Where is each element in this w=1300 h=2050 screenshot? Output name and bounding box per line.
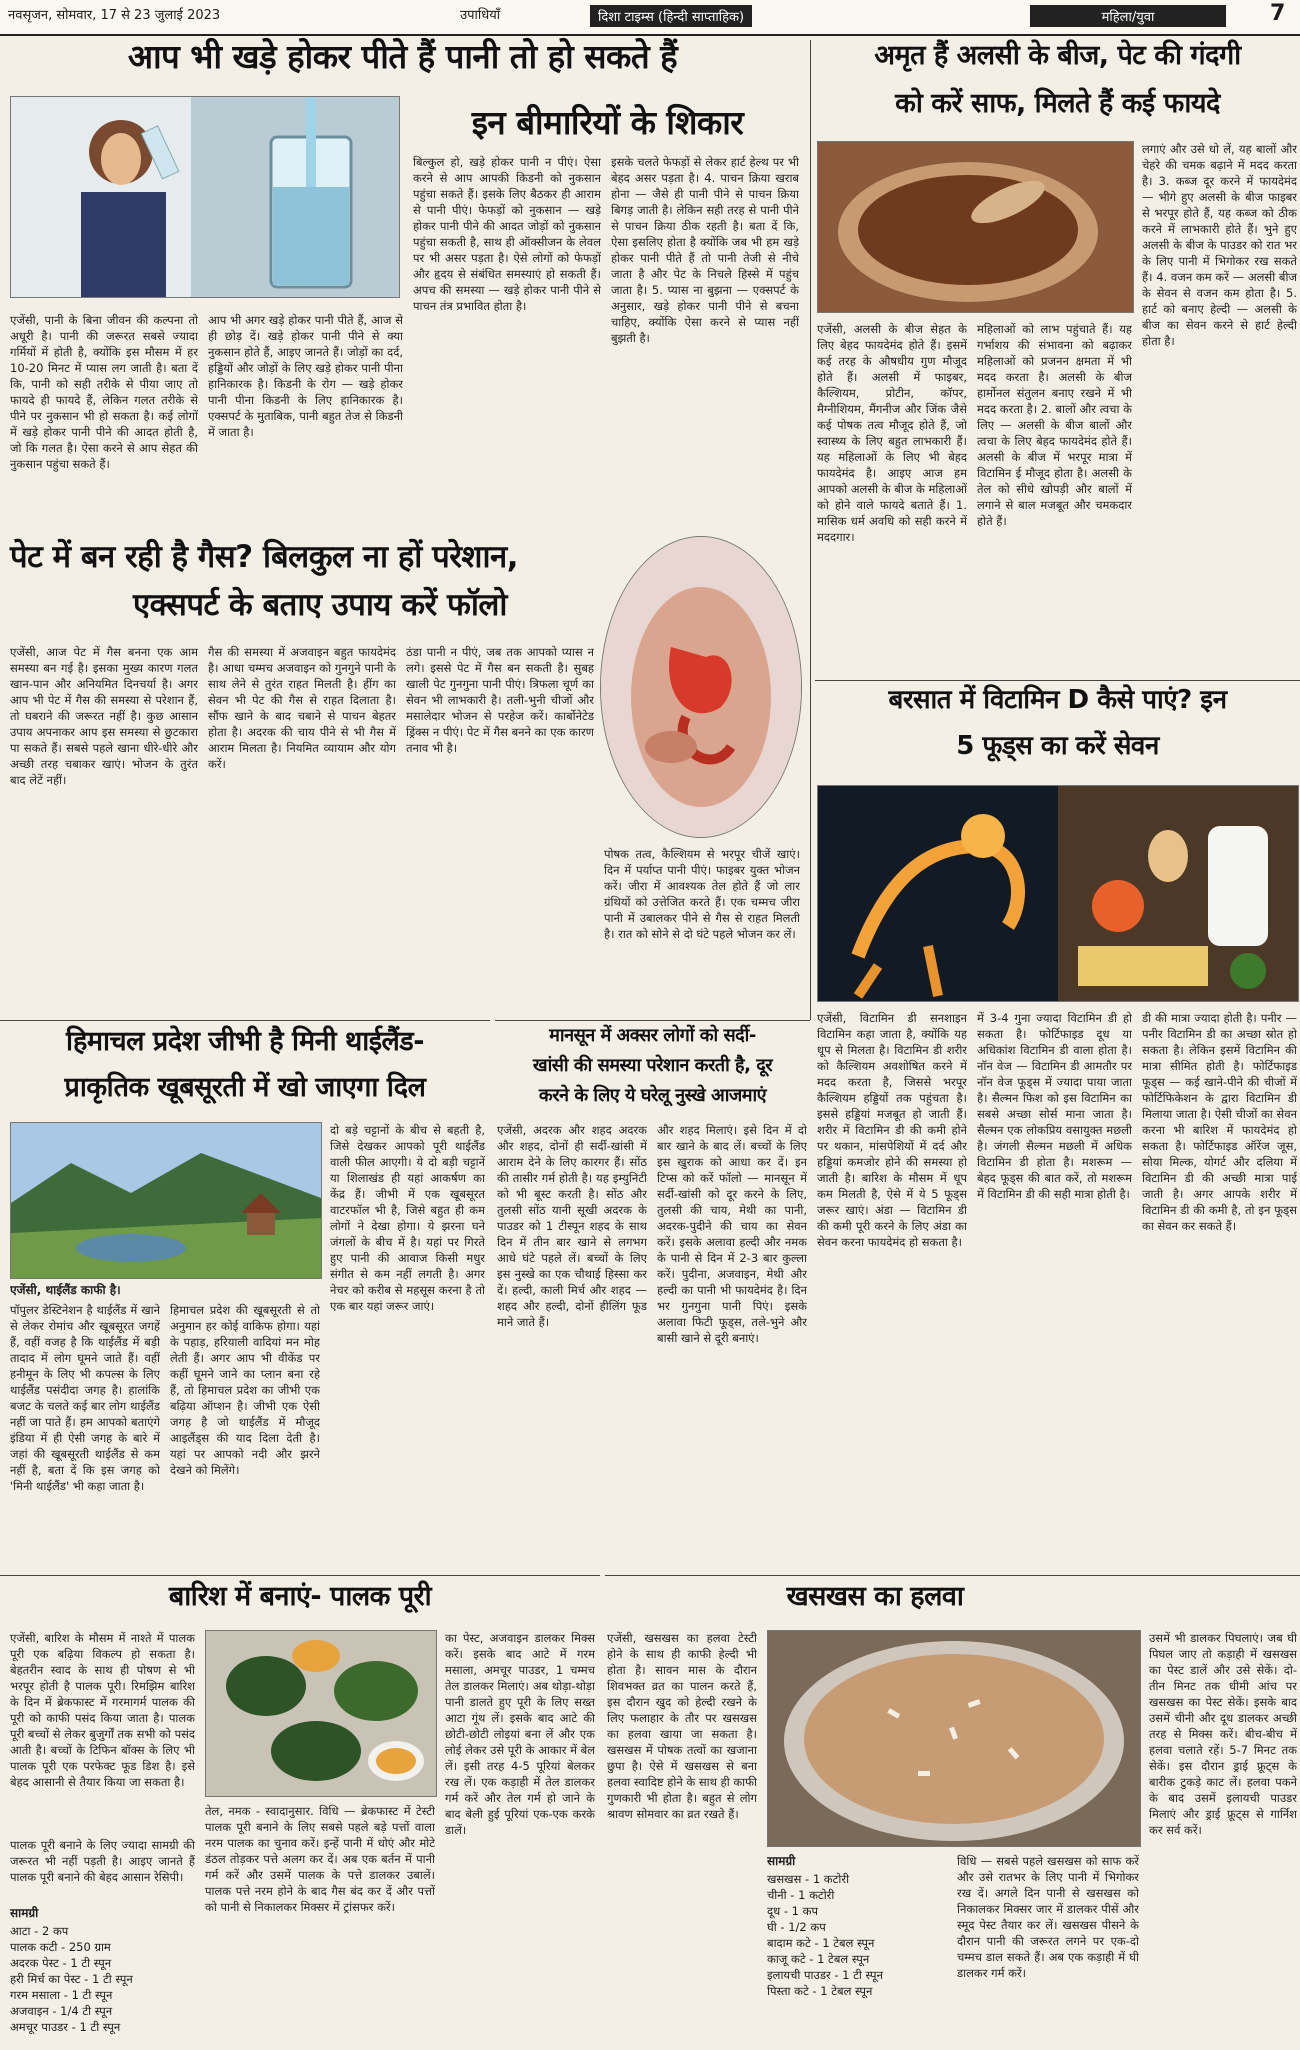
column-divider xyxy=(810,40,811,1020)
photo-flax-seeds xyxy=(817,141,1134,313)
ingredient-item: काजू कटे - 1 टेबल स्पून xyxy=(767,1952,870,1966)
article-jibhi-col-3: दो बड़े चट्टानों के बीच से बहती है, जिसे देखकर आपको पूरी थाईलैंड वाली फील आएगी। ये दो बड़ी चट्टानें या शिलाखंड ही यहां आकर्षण का केंद्र हैं। जीभी में एक खूबसूरत वाटरफॉल भी है, जिसे बहुत ही कम लोगों ने देखा होगा। ये झरना घने जंगलों के बीच में है। यहां पर गिरते हुए पानी की आवाज किसी मधुर संगीत से कम नहीं लगती है। अगर नेचर को करीब से महसूस करना है तो एक बार यहां जरूर जाएं। xyxy=(330,1123,485,1313)
article-jibhi-caption: एजेंसी, थाईलैंड काफी है। xyxy=(10,1283,121,1297)
ingredient-item: अमचूर पाउडर - 1 टी स्पून xyxy=(10,2020,121,2034)
ingredient-item: घी - 1/2 कप xyxy=(767,1920,826,1934)
ingredient-item: इलायची पाउडर - 1 टी स्पून xyxy=(767,1968,883,1982)
ingredient-item: अदरक पेस्ट - 1 टी स्पून xyxy=(10,1956,112,1970)
divider xyxy=(0,1020,490,1021)
article-jibhi-himachal xyxy=(0,1020,490,1575)
ingredient-item: खसखस - 1 कटोरी xyxy=(767,1872,850,1886)
ingredient-item: अजवाइन - 1/4 टी स्पून xyxy=(10,2004,113,2018)
photo-woman-drinking xyxy=(10,96,400,298)
article-vitamin-d-col-1: एजेंसी, विटामिन डी सनशाइन विटामिन कहा जाता है, क्योंकि यह धूप से मिलता है। विटामिन डी शरीर को कैल्शियम अवशोषित करने में मदद करता है, जिससे भरपूर कैल्शियम हड्डियों तक पहुंचता है। इससे हड्डियां मजबूत हो जाती हैं। शरीर में विटामिन डी की कमी होने पर थकान, मांसपेशियों में दर्द और हड्डियां कमजोर होने की समस्या हो जाती है। बारिश के मौसम में धूप कम मिलती है, ऐसे में ये 5 फूड्स जरूर खाएं। अंडा — विटामिन डी की कमी पूरी करने के लिए अंडा का सेवन करना फायदेमंद हो सकता है। xyxy=(817,1011,967,1249)
vitamin-d-illustration xyxy=(818,786,1298,1001)
article-jibhi-col-1: पॉपुलर डेस्टिनेशन है थाईलैंड में खाने से लेकर रोमांच और खूबसूरत जगहें हैं, वहीं वजह है कि थाईलैंड में बड़ी तादाद में लोग घूमने जाते हैं। वहीं हनीमून के लिए भी कपल्स के लिए थाईलैंड पसंदीदा जगह है। हालांकि बजट के चलते कई बार लोग थाईलैंड नहीं जा पाते हैं। हम आपको बताएंगे इंडिया में ही ऐसी जगह के बारे में जहां की खूबसूरती थाईलैंड से कम नहीं है, बता दें कि इस जगह को 'मिनी थाईलैंड' भी कहा जाता है। xyxy=(10,1303,160,1493)
article-monsoon-cold xyxy=(495,1020,810,1575)
article-halwa-col-2: विधि — सबसे पहले खसखस को साफ करें और उसे रातभर के लिए पानी में भिगोकर रख दें। अगले दिन पानी से खसखस को निकालकर मिक्सर जार में डालकर पीसें और स्मूद पेस्ट तैयार कर लें। खसखस पीसने के दौरान पानी की जरूरत लगने पर एक-दो चम्मच डाल सकते हैं। अब एक कड़ाही में घी डालकर गर्म करें। xyxy=(957,1854,1139,1980)
article-flaxseed-col-1: एजेंसी, अलसी के बीज सेहत के लिए बेहद फायदेमंद होते हैं। इसमें कई तरह के औषधीय गुण मौजूद होते हैं। अलसी में फाइबर, कैल्शियम, प्रोटीन, कॉपर, मैग्नीशियम, मैंगनीज और जिंक जैसे कई पोषक तत्व मौजूद होते हैं, जो स्वास्थ्य के लिए बहुत लाभकारी हैं। यह महिलाओं के लिए भी बेहद फायदेमंद है। आइए आज हम आपको अलसी के बीज के महिलाओं को होने वाले फायदे बताते हैं। 1. मासिक धर्म अवधि को सही करने में मददगार। xyxy=(817,322,967,544)
photo-palak-puri xyxy=(205,1630,437,1797)
divider xyxy=(605,1575,1300,1576)
ingredients-list xyxy=(767,1871,947,2041)
stomach-illustration xyxy=(601,537,801,837)
landscape-illustration xyxy=(11,1123,321,1278)
ingredient-item: बादाम कटे - 1 टेबल स्पून xyxy=(767,1936,875,1950)
ingredients-list xyxy=(10,1923,195,2043)
divider xyxy=(495,1020,810,1021)
halwa-bowl xyxy=(768,1631,1140,1846)
article-water xyxy=(0,36,805,536)
drinking-illustration xyxy=(11,97,399,297)
photo-jibhi-landscape xyxy=(10,1122,322,1279)
article-flaxseed-col-2: महिलाओं को लाभ पहुंचाते हैं। यह गर्भाशय की संभावना को बढ़ाकर महिलाओं को प्रजनन क्षमता में भी मदद करता है। अलसी के बीज हार्मोनल संतुलन बनाए रखने में भी मदद करता है। 2. बालों और त्वचा के लिए — अलसी के बीज बालों और त्वचा के लिए बेहद फायदेमंद होते हैं। अलसी के बीज में भरपूर मात्रा में विटामिन ई मौजूद होता है। अलसी के तेल को सीधे खोपड़ी और बालों में लगाने से बाल मजबूत और चमकदार होते हैं। xyxy=(977,322,1132,528)
article-jibhi-col-2: हिमाचल प्रदेश की खूबसूरती से तो अनुमान हर कोई वाकिफ होगा। यहां के पहाड़, हरियाली वादियां मन मोह लेती हैं। अगर आप भी वीकेंड पर कहीं घूमने जाने का प्लान बना रहे हैं, तो हिमाचल प्रदेश का जीभी एक बढ़िया ऑप्शन है। जीभी एक ऐसी जगह है जो थाईलैंड में मौजूद आइलैंड्स की याद दिला देती है। यहां पर आपको नदी और झरने देखने को मिलेंगे। xyxy=(170,1303,320,1477)
article-gas-col-1: एजेंसी, आज पेट में गैस बनना एक आम समस्या बन गई है। इसका मुख्य कारण गलत खान-पान और अनियमित दिनचर्या है। अगर आप भी पेट में गैस की समस्या से परेशान हैं, तो घबराने की जरूरत नहीं है। कुछ आसान उपाय अपनाकर आप इस समस्या से छुटकारा पा सकते हैं। सबसे पहले खाना धीरे-धीरे और अच्छी तरह चबाकर खाएं। भोजन के तुरंत बाद लेटें नहीं। xyxy=(10,645,198,787)
ingredient-item: चीनी - 1 कटोरी xyxy=(767,1888,835,1902)
article-water-col-3: बिल्कुल हो, खड़े होकर पानी न पीएं। ऐसा करने से आप आपकी किडनी को नुकसान पहुंचा सकते हैं। इसके लिए बैठकर ही आराम से पानी पीएं। फेफड़ों को नुकसान — खड़े होकर पानी पीने की आदत जोड़ों को नुकसान पहुंचा सकती है, साथ ही ऑक्सीजन के लेवल पर भी असर पड़ता है। ऐसे लोगों को फेफड़ों और हृदय से संबंधित समस्याएं हो सकती हैं। अपच की समस्या — खड़े होकर पानी पीने से पाचन तंत्र प्रभावित होता है। xyxy=(413,155,601,313)
masthead-strip xyxy=(0,0,1300,36)
article-halwa-col-3: उसमें भी डालकर पिघलाएं। जब घी पिघल जाए तो कड़ाही में खसखस का पेस्ट डालें और उसे सेकें। दो-तीन मिनट तक धीमी आंच पर खसखस का पेस्ट सेकें। इसके बाद उसमें चीनी और दूध डालकर अच्छी तरह से मिक्स करें। बीच-बीच में हलवा चलाते रहें। 5-7 मिनट तक सेकें। इस दौरान ड्राई फ्रूट्स के बारीक टुकड़े काट लें। हलवा पकने के बाद उसमें इलायची पाउडर मिलाएं और ड्राई फ्रूट्स से गार्निश कर सर्व करें। xyxy=(1149,1631,1297,1837)
headline-line-2: खांसी की समस्या परेशान करती है, दूर xyxy=(532,1055,773,1076)
section-tag-mid: उपाधियाँ xyxy=(460,8,501,23)
article-gas xyxy=(0,536,805,1026)
section-name: महिला/युवा xyxy=(1030,5,1226,27)
article-monsoon-col-1: एजेंसी, अदरक और शहद अदरक और शहद, दोनों ही सर्दी-खांसी में आराम देने के लिए कारगर हैं। सोंठ की तासीर गर्म होती है। यह इम्युनिटी को भी बूस्ट करती है। सोंठ और तुलसी सोंठ यानी सूखी अदरक के पाउडर को 1 टीस्पून शहद के साथ दिन में तीन बार खाने से लगभग आधे घंटे पहले लें। बच्चों के लिए इस नुस्खे का एक चौथाई हिस्सा कर दें। हल्दी, काली मिर्च और शहद — शहद और हल्दी, दोनों हीलिंग फूड माने जाते हैं। xyxy=(497,1123,647,1329)
ingredient-item: हरी मिर्च का पेस्ट - 1 टी स्पून xyxy=(10,1972,133,1986)
article-palak-col-3: का पेस्ट, अजवाइन डालकर मिक्स करें। इसके बाद आटे में गरम मसाला, अमचूर पाउडर, 1 चम्मच तेल डालकर मिलाएं। अब थोड़ा-थोड़ा पानी डालते हुए पूरी के लिए सख्त आटा गूंथ लें। इसके बाद आटे की छोटी-छोटी लोइयां बना लें और एक लोई लेकर उसे पूरी के आकार में बेल लें। इसी तरह 4-5 पूरियां बेलकर रख लें। एक कड़ाही में तेल डालकर गर्म करें और तेल गर्म हो जाने के बाद बेली हुई पूरियां एक-एक करके डालें। xyxy=(445,1631,595,1837)
headline-line-1: पेट में बन रही है गैस? बिलकुल ना हों परेशान, xyxy=(10,539,519,575)
headline-line-3: करने के लिए ये घरेलू नुस्खे आजमाएं xyxy=(538,1085,767,1106)
ingredients-heading: सामग्री xyxy=(767,1854,796,1868)
article-gas-col-3: ठंडा पानी न पीएं, जब तक आपको प्यास न लगे। इससे पेट में गैस बन सकती है। सुबह खाली पेट गुनगुना पानी पीएं। त्रिफला चूर्ण का सेवन भी लाभकारी है। तली-भुनी चीजों और मसालेदार भोजन से परहेज करें। कार्बोनेटेड ड्रिंक्स न पीएं। पेट में गैस बनने का एक कारण तनाव भी है। xyxy=(406,645,594,755)
photo-khaskhas-halwa xyxy=(767,1630,1141,1847)
article-water-col-2: आप भी अगर खड़े होकर पानी पीते हैं, आज से ही छोड़ दें। खड़े होकर पानी पीने से क्या नुकसान होते हैं, आइए जानते हैं। जोड़ों का दर्द, हड्डियों और जोड़ों के लिए खड़े होकर पानी पीना हानिकारक है। किडनी के रोग — खड़े होकर पानी पीना किडनी के लिए हानिकारक है। एक्सपर्ट के मुताबिक, पानी बहुत तेज से किडनी में जाता है। xyxy=(208,313,403,439)
headline: बारिश में बनाएं- पालक पूरी xyxy=(168,1581,432,1612)
headline-line-2: प्राकृतिक खूबसूरती में खो जाएगा दिल xyxy=(64,1072,426,1103)
headline-line-1: हिमाचल प्रदेश जीभी है मिनी थाईलैंड- xyxy=(66,1026,424,1057)
article-palak-col-2: तेल, नमक - स्वादानुसार. विधि — ब्रेकफास्ट में टेस्टी पालक पूरी बनाने के लिए सबसे पहले बड़े पत्तों वाला नरम पालक का चुनाव करें। इन्हें पानी में धोएं और मोटे डंठल तोड़कर पत्ते अलग कर दें। अब एक बर्तन में पानी गर्म करें और उसमें पालक के पत्ते डालकर उबालें। पालक पत्ते नरम होने के बाद गैस बंद कर दें और पत्तों को पानी से निकालकर मिक्सर में ट्रांसफर करें। xyxy=(205,1804,435,1914)
headline-line-1: मानसून में अक्सर लोगों को सर्दी- xyxy=(549,1025,756,1046)
article-palak-puri xyxy=(0,1575,600,2050)
headline-line-2: एक्सपर्ट के बताए उपाय करें फॉलो xyxy=(133,587,507,623)
page-number: 7 xyxy=(1270,1,1286,26)
article-khaskhas-halwa xyxy=(605,1575,1300,2050)
headline-line-2: को करें साफ, मिलते हैं कई फायदे xyxy=(895,88,1220,119)
ingredient-item: पिस्ता कटे - 1 टेबल स्पून xyxy=(767,1984,873,1998)
ingredient-item: पालक कटी - 250 ग्राम xyxy=(10,1940,111,1954)
ingredient-item: आटा - 2 कप xyxy=(10,1924,69,1938)
article-gas-col-2: गैस की समस्या में अजवाइन बहुत फायदेमंद है। आधा चम्मच अजवाइन को गुनगुने पानी के साथ लेने से तुरंत राहत मिलती है। हींग का सेवन भी पेट की गैस से राहत दिलाता है। सौंफ खाने के बाद चबाने से पाचन बेहतर होता है। अदरक की चाय पीने से भी गैस में आराम मिलता है। नियमित व्यायाम और योग करें। xyxy=(208,645,396,771)
divider xyxy=(815,680,1300,681)
article-monsoon-col-2: और शहद मिलाएं। इसे दिन में दो बार खाने के बाद लें। बच्चों के लिए इस खुराक को आधा कर दें। इन टिप्स को करें फॉलो — मानसून में सर्दी-खांसी को दूर करने के लिए, तुलसी की चाय, मेथी का पानी, अदरक-पुदीने की चाय का सेवन करें। इसके अलावा हल्दी और नमक के पानी से दिन में 2-3 बार कुल्ला करें। पुदीना, अजवाइन, मेथी और हल्दी का पानी भी फायदेमंद है। दिन भर गुनगुना पानी पिएं। इसके अलावा फिटी फूड्स, तले-भुने और बासी खाने से दूरी बनाएं। xyxy=(657,1123,807,1345)
headline: खसखस का हलवा xyxy=(786,1581,964,1612)
photo-stomach-pain xyxy=(600,536,802,838)
article-flaxseed xyxy=(815,36,1300,676)
headline-line-2: 5 फूड्स का करें सेवन xyxy=(956,731,1159,761)
paper-name: दिशा टाइम्स (हिन्दी साप्ताहिक) xyxy=(590,5,752,27)
article-palak-col-1: एजेंसी, बारिश के मौसम में नाश्ते में पालक पूरी एक बढ़िया विकल्प हो सकता है। बेहतरीन स्वाद के साथ ही पोषण से भी भरपूर होती है पालक पूरी। रिमझिम बारिश के दिन में ब्रेकफास्ट में गरमागर्म पालक की पूरी को काफी पसंद किया जाता है। पालक पूरी बच्चों से लेकर बुजुर्गों तक सभी को पसंद आती है। बच्चों के टिफिन बॉक्स के लिए भी पालक पूरी एक परफेक्ट फूड डिश है। इसे बेहद आसानी से तैयार किया जा सकता है। xyxy=(10,1631,195,1789)
ingredient-item: दूध - 1 कप xyxy=(767,1904,818,1918)
headline-line-2: इन बीमारियों के शिकार xyxy=(471,103,744,142)
article-flaxseed-col-3: लगाएं और उसे धो लें, यह बालों और चेहरे की चमक बढ़ाने में मदद करता है। 3. कब्ज दूर करने में फायदेमंद — भीगे हुए अलसी के बीज फाइबर से भरपूर होते हैं, यह कब्ज को ठीक करने में लाभकारी होते हैं। भुने हुए अलसी के बीज के पाउडर को रात भर के लिए पानी में भिगोकर रख सकते हैं। 4. वजन कम करें — अलसी बीज के सेवन से वजन कम होता है। 5. हार्ट को बनाए हेल्दी — अलसी के बीज का सेवन करने से हार्ट हेल्दी होता है। xyxy=(1142,142,1297,348)
article-water-col-1: एजेंसी, पानी के बिना जीवन की कल्पना तो अधूरी है। पानी की जरूरत सबसे ज्यादा गर्मियों में होती है, क्योंकि इस मौसम में हर 10-20 मिनट में प्यास लग जाती है। बता दें कि, पानी को सही तरीके से पीया जाए तो फायदे ही फायदे हैं, लेकिन गलत तरीके से पीने पर नुकसान भी हो सकता है। कई लोगों में खड़े होकर पानी पीने की आदत होती है, जो कि गलत है। ऐसा करने से आप सेहत की नुकसान पहुंचा सकते हैं। xyxy=(10,313,198,471)
article-gas-col-4: पोषक तत्व, कैल्शियम से भरपूर चीजें खाएं। दिन में पर्याप्त पानी पीएं। फाइबर युक्त भोजन करें। जीरा में आवश्यक तेल होते हैं जो लार ग्रंथियों को उत्तेजित करते हैं। एक चम्मच जीरा पानी में उबालकर पीने से गैस से राहत मिलती है। रात को सोने से दो घंटे पहले भोजन कर लें। xyxy=(604,847,800,941)
headline-line-1: बरसात में विटामिन D कैसे पाएं? इन xyxy=(888,685,1227,715)
palak-puri-plate xyxy=(206,1631,436,1796)
article-halwa-col-1: एजेंसी, खसखस का हलवा टेस्टी होने के साथ ही काफी हेल्दी भी होता है। सावन मास के दौरान शिवभक्त व्रत का पालन करते हैं, इस दौरान खुद को हेल्दी रखने के लिए फलाहार के तौर पर खसखस का हलवा खाया जा सकता है। खसखस में पोषक तत्वों का खजाना छुपा है। ऐसे में खसखस से बना हलवा स्वादिष्ट होने के साथ ही काफी गुणकारी भी होता है। बहुत से लोग श्रावण सोमवार का व्रत रखते हैं। xyxy=(607,1631,757,1821)
ingredient-item: गरम मसाला - 1 टी स्पून xyxy=(10,1988,113,2002)
issue-line: नवसृजन, सोमवार, 17 से 23 जुलाई 2023 xyxy=(8,8,221,23)
article-palak-col-1b: पालक पूरी बनाने के लिए ज्यादा सामग्री की जरूरत भी नहीं पड़ती है। आइए जानते हैं पालक पूरी बनाने की बेहद आसान रेसिपी। xyxy=(10,1838,195,1884)
article-vitamin-d-col-3: डी की मात्रा ज्यादा होती है। पनीर — पनीर विटामिन डी का अच्छा स्रोत हो सकता है। लेकिन इसमें विटामिन की मात्रा सीमित होती है। फोर्टिफाइड फूड्स — कई खाने-पीने की चीजों में फोर्टिफिकेशन के द्वारा विटामिन डी मिलाया जाता है। ऐसी चीजों का सेवन करना भी बारिश में फायदेमंद हो सकता है। फोर्टिफाइड ऑरेंज जूस, सोया मिल्क, योगर्ट और दलिया में विटामिन डी की अच्छी मात्रा पाई जाती है। अगर आपके शरीर में विटामिन डी की कमी है, तो इन फूड्स का सेवन कर सकते हैं। xyxy=(1142,1011,1297,1233)
headline-line-1: अमृत हैं अलसी के बीज, पेट की गंदगी xyxy=(874,40,1241,71)
article-water-col-4: इसके चलते फेफड़ों से लेकर हार्ट हेल्थ पर भी बेहद असर पड़ता है। 4. पाचन क्रिया खराब होना — जैसे ही पानी पीने से पाचन क्रिया बिगड़ जाती है। लेकिन सही तरह से पानी पीने से पाचन क्रिया ठीक रहती है। बता दें कि, ऐसा इसलिए होता है क्योंकि जब भी हम खड़े होकर पानी पीते हैं तो पानी तेजी से नीचे जाता है और पेट के निचले हिस्से में पहुंच जाता है। 5. प्यास ना बुझना — एक्सपर्ट के अनुसार, खड़े होकर पानी पीने से बचना चाहिए, क्योंकि ऐसा करने से प्यास नहीं बुझती है। xyxy=(611,155,799,345)
divider xyxy=(0,1575,600,1576)
ingredients-heading: सामग्री xyxy=(10,1906,39,1920)
headline-line-1: आप भी खड़े होकर पीते हैं पानी तो हो सकते हैं xyxy=(127,37,678,76)
photo-skeleton-and-foods xyxy=(817,785,1299,1002)
flax-seed-bowl xyxy=(818,142,1133,312)
article-vitamin-d-col-2: में 3-4 गुना ज्यादा विटामिन डी हो सकता है। फोर्टिफाइड दूध या अधिकांश विटामिन डी वाला होता है। नॉन वेज — विटामिन डी आमतौर पर नॉन वेज फूड्स में ज्यादा पाया जाता है। सैल्मन फिश को इस विटामिन का सबसे अच्छा सोर्स माना जाता है। सैल्मन एक लोकप्रिय वसायुक्त मछली है। जंगली सैल्मन मछली में अधिक विटामिन डी होता है। मशरूम — बेहद फूड्स की बात करें, तो मशरूम में विटामिन डी की सही मात्रा होती है। xyxy=(977,1011,1132,1201)
article-vitamin-d xyxy=(815,680,1300,1570)
